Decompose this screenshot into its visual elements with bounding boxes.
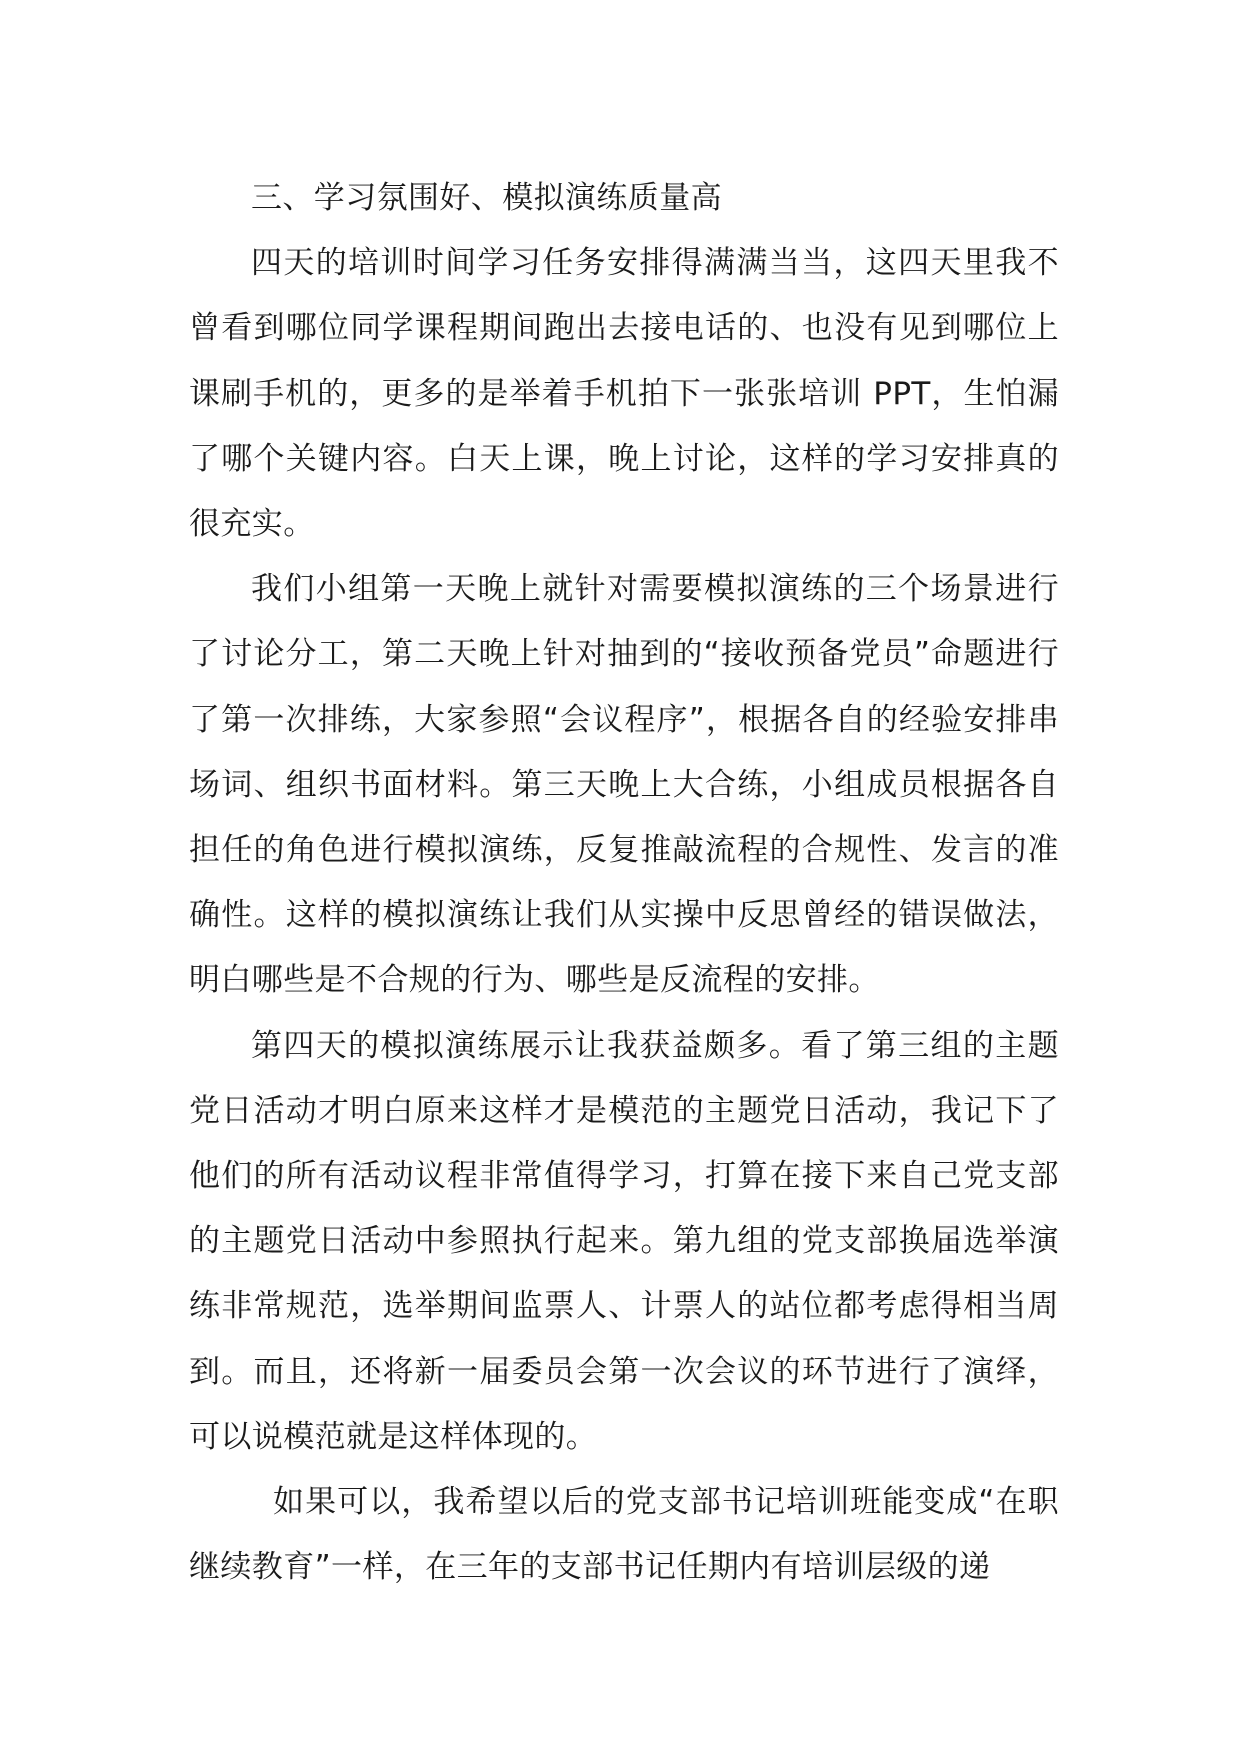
paragraph: 如果可以，我希望以后的党支部书记培训班能变成“在职继续教育”一样，在三年的支部书记任期内有培训层级的递 xyxy=(189,1484,1059,1586)
document-body xyxy=(189,166,1059,1600)
section-heading: 三、学习氛围好、模拟演练质量高 xyxy=(251,180,722,216)
paragraph: 我们小组第一天晚上就针对需要模拟演练的三个场景进行了讨论分工，第二天晚上针对抽到的“接收预备党员”命题进行了第一次排练，大家参照“会议程序”，根据各自的经验安排串场词、组织书面材料。第三天晚上大合练，小组成员根据各自担任的角色进行模拟演练，反复推敲流程的合规性、发言的准确性。这样的模拟演练让我们从实操中反思曾经的错误做法，明白哪些是不合规的行为、哪些是反流程的安排。 xyxy=(189,571,1059,999)
paragraph: 第四天的模拟演练展示让我获益颇多。看了第三组的主题党日活动才明白原来这样才是模范的主题党日活动，我记下了他们的所有活动议程非常值得学习，打算在接下来自己党支部的主题党日活动中参照执行起来。第九组的党支部换届选举演练非常规范，选举期间监票人、计票人的站位都考虑得相当周到。而且，还将新一届委员会第一次会议的环节进行了演绎，可以说模范就是这样体现的。 xyxy=(189,1027,1059,1455)
paragraph: 四天的培训时间学习任务安排得满满当当，这四天里我不曾看到哪位同学课程期间跑出去接电话的、也没有见到哪位上课刷手机的，更多的是举着手机拍下一张张培训 PPT，生怕漏了哪个关键内容。白天上课，晚上讨论，这样的学习安排真的很充实。 xyxy=(189,245,1059,543)
